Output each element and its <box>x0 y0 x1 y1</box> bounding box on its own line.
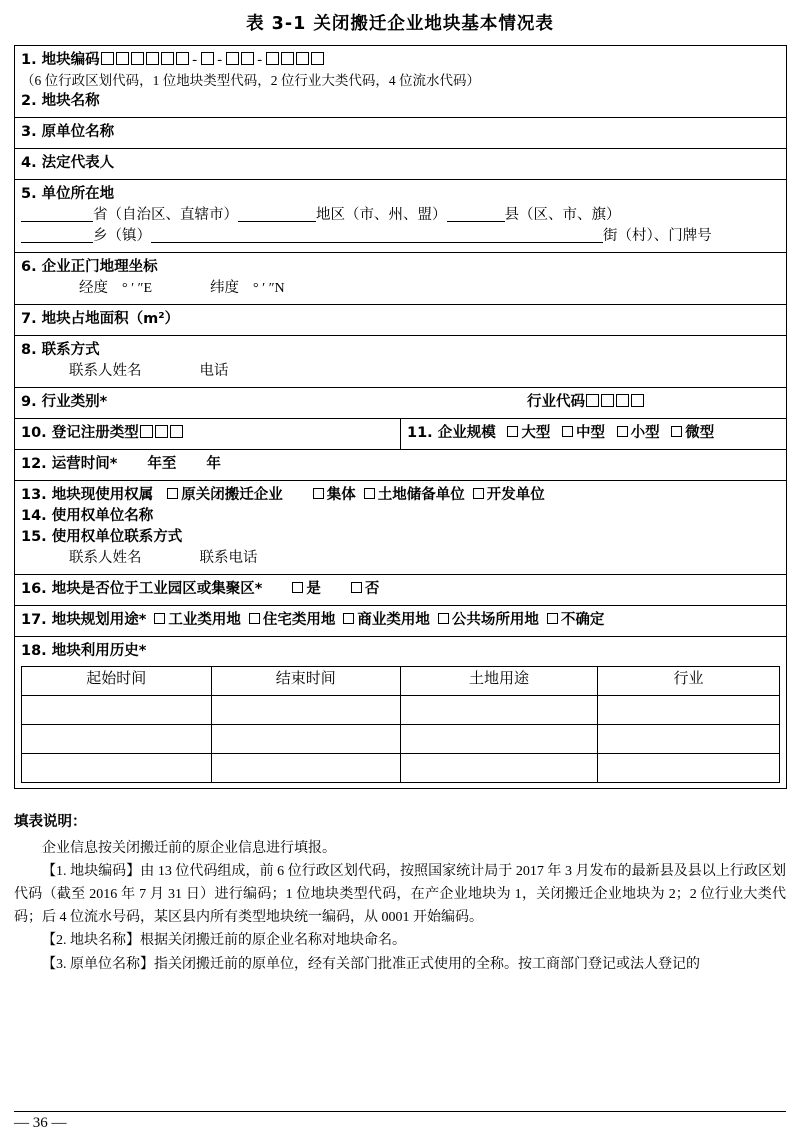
operation-period-to[interactable]: 年 <box>206 456 221 473</box>
longitude-units[interactable]: ° ′ ″E <box>122 280 153 296</box>
cell-land-use-history <box>15 637 787 789</box>
label-rights-unit-name: 14. 使用权单位名称 <box>21 508 154 525</box>
label-plot-code: 1. 地块编码 <box>21 52 100 68</box>
label-plot-name: 2. 地块名称 <box>21 92 100 109</box>
option-scale-medium: 中型 <box>575 425 605 442</box>
registration-code-box[interactable] <box>155 425 168 438</box>
table-row <box>22 754 780 783</box>
checkbox-scale-large[interactable] <box>507 426 518 437</box>
coordinates-inputs <box>21 278 780 299</box>
label-usage-rights: 13. 地块现使用权属 原关闭搬迁企业 集体 土地储备单位 开发单位 <box>21 487 545 504</box>
table-row-planned-use <box>15 606 787 637</box>
rights-contact-phone-label: 联系电话 <box>199 550 258 567</box>
cell-original-unit <box>15 117 787 148</box>
checkbox-rights-collective[interactable] <box>313 488 324 499</box>
table-row-industry-category <box>15 388 787 419</box>
history-header-start: 起始时间 <box>22 667 212 696</box>
cell-plot-code <box>15 46 787 118</box>
label-industry-category: 9. 行业类别* <box>21 394 108 411</box>
cell-in-industrial-park <box>15 575 787 606</box>
industry-code-group <box>527 392 780 413</box>
option-scale-large: 大型 <box>521 425 551 442</box>
cell-industry-category <box>15 388 787 419</box>
history-header-industry: 行业 <box>598 667 780 696</box>
code-dash: - <box>192 52 198 68</box>
code-box[interactable] <box>241 52 254 65</box>
label-contact: 8. 联系方式 <box>21 342 100 358</box>
cell-usage-rights <box>15 481 787 575</box>
page-title: 表 3-1 关闭搬迁企业地块基本情况表 <box>246 14 554 34</box>
history-cell-end[interactable] <box>211 725 401 754</box>
cell-enterprise-scale <box>401 419 787 450</box>
industry-code-box[interactable] <box>586 394 599 407</box>
checkbox-scale-micro[interactable] <box>671 426 682 437</box>
history-cell-use[interactable] <box>401 725 598 754</box>
checkbox-use-industrial[interactable] <box>154 613 165 624</box>
cell-planned-use <box>15 606 787 637</box>
history-cell-use[interactable] <box>401 754 598 783</box>
history-cell-industry[interactable] <box>598 725 780 754</box>
industry-category-flex <box>21 392 780 413</box>
table-row-usage-rights <box>15 481 787 575</box>
table-row-original-unit <box>15 117 787 148</box>
option-scale-micro: 微型 <box>685 425 715 442</box>
label-land-use-history: 18. 地块利用历史* <box>21 643 147 660</box>
option-rights-original: 原关闭搬迁企业 <box>181 487 283 504</box>
label-coordinates: 6. 企业正门地理坐标 <box>21 258 158 275</box>
industry-code-box[interactable] <box>631 394 644 407</box>
option-use-undetermined: 不确定 <box>560 612 605 629</box>
code-box[interactable] <box>101 52 114 65</box>
basic-info-form <box>14 45 787 789</box>
instructions-title: 填表说明： <box>14 814 87 831</box>
option-rights-collective: 集体 <box>326 487 356 504</box>
label-operation-period: 12. 运营时间* <box>21 456 118 473</box>
longitude-label: 经度 <box>79 279 108 296</box>
label-original-unit: 3. 原单位名称 <box>21 123 115 140</box>
option-rights-reserve: 土地储备单位 <box>377 487 465 504</box>
table-row-location <box>15 179 787 252</box>
checkbox-park-yes[interactable] <box>292 582 303 593</box>
history-cell-industry[interactable] <box>598 696 780 725</box>
checkbox-rights-developer[interactable] <box>473 488 484 499</box>
code-dash: - <box>217 52 223 68</box>
industry-code-box[interactable] <box>601 394 614 407</box>
cell-legal-rep <box>15 148 787 179</box>
land-use-history-table <box>21 666 780 783</box>
footer-divider <box>14 1111 786 1112</box>
table-row-in-industrial-park <box>15 575 787 606</box>
note-plot-code: （6 位行政区划代码，1 位地块类型代码，2 位行业大类代码，4 位流水代码） <box>21 73 480 89</box>
rights-unit-contact-inputs <box>21 548 780 569</box>
contact-phone-label: 电话 <box>199 363 229 380</box>
option-park-no: 否 <box>364 581 380 598</box>
code-box[interactable] <box>266 52 279 65</box>
table-row-operation-period <box>15 450 787 481</box>
table-row-plot-code <box>15 46 787 118</box>
checkbox-rights-original[interactable] <box>167 488 178 499</box>
checkbox-use-undetermined[interactable] <box>547 613 558 624</box>
checkbox-use-commercial[interactable] <box>343 613 354 624</box>
page-footer <box>0 1111 800 1132</box>
table-row-coordinates <box>15 252 787 304</box>
history-header-end: 结束时间 <box>211 667 401 696</box>
history-cell-industry[interactable] <box>598 754 780 783</box>
label-area: 7. 地块占地面积（m²） <box>21 310 180 327</box>
option-rights-developer: 开发单位 <box>486 487 545 504</box>
checkbox-rights-reserve[interactable] <box>364 488 375 499</box>
registration-code-box[interactable] <box>140 425 153 438</box>
code-box[interactable] <box>131 52 144 65</box>
location-county-input[interactable] <box>447 206 505 222</box>
label-legal-rep: 4. 法定代表人 <box>21 154 115 171</box>
cell-registration-type <box>15 419 401 450</box>
table-row-registration-and-scale <box>15 419 787 450</box>
industry-code-box[interactable] <box>616 394 629 407</box>
code-box[interactable] <box>201 52 214 65</box>
location-county-label: 县（区、市、旗） <box>504 206 621 223</box>
operation-period-from[interactable]: 年至 <box>147 456 177 473</box>
cell-contact <box>15 336 787 388</box>
history-cell-start[interactable] <box>22 725 212 754</box>
location-province-input[interactable] <box>21 206 93 222</box>
checkbox-use-residential[interactable] <box>249 613 260 624</box>
rights-contact-name-label: 联系人姓名 <box>69 550 142 567</box>
history-cell-end[interactable] <box>211 754 401 783</box>
code-box[interactable] <box>176 52 189 65</box>
label-enterprise-scale: 11. 企业规模 <box>407 425 496 442</box>
cell-coordinates <box>15 252 787 304</box>
code-box[interactable] <box>311 52 324 65</box>
history-header-row <box>22 667 780 696</box>
instructions-paragraph: 【2. 地块名称】根据关闭搬迁前的原企业名称对地块命名。 <box>42 933 406 949</box>
history-header-use: 土地用途 <box>401 667 598 696</box>
location-street-label: 街（村）、门牌号 <box>603 227 712 244</box>
cell-area <box>15 304 787 335</box>
instructions-paragraph: 【3. 原单位名称】指关闭搬迁前的原单位，经有关部门批准正式使用的全称。按工商部门登记或法人登记的 <box>42 957 700 973</box>
table-row-area <box>15 304 787 335</box>
latitude-units[interactable]: ° ′ ″N <box>253 280 285 296</box>
option-use-commercial: 商业类用地 <box>357 612 430 629</box>
page-number: — 36 — <box>14 1115 67 1131</box>
instructions-paragraph: 企业信息按关闭搬迁前的原企业信息进行填报。 <box>42 840 336 856</box>
registration-code-box[interactable] <box>170 425 183 438</box>
table-row <box>22 696 780 725</box>
location-line-2 <box>21 226 780 247</box>
location-prefecture-label: 地区（市、州、盟） <box>316 206 447 223</box>
option-use-residential: 住宅类用地 <box>262 612 336 629</box>
history-cell-use[interactable] <box>401 696 598 725</box>
code-box[interactable] <box>296 52 309 65</box>
label-industry-code: 行业代码 <box>527 394 585 411</box>
label-registration-type: 10. 登记注册类型 <box>21 425 139 442</box>
checkbox-scale-medium[interactable] <box>562 426 573 437</box>
code-box[interactable] <box>161 52 174 65</box>
history-cell-end[interactable] <box>211 696 401 725</box>
form-instructions <box>14 811 786 977</box>
contact-inputs <box>21 361 780 382</box>
code-dash: - <box>257 52 263 68</box>
label-location: 5. 单位所在地 <box>21 185 115 202</box>
label-planned-use: 17. 地块规划用途* <box>21 612 147 629</box>
history-cell-start[interactable] <box>22 754 212 783</box>
label-in-industrial-park: 16. 地块是否位于工业园区或集聚区* <box>21 581 263 598</box>
cell-location <box>15 179 787 252</box>
option-use-industrial: 工业类用地 <box>168 612 241 629</box>
table-row-contact <box>15 336 787 388</box>
location-prefecture-input[interactable] <box>238 206 316 222</box>
table-row-land-use-history <box>15 637 787 789</box>
code-box[interactable] <box>281 52 294 65</box>
table-row <box>22 725 780 754</box>
label-rights-unit-contact: 15. 使用权单位联系方式 <box>21 529 183 546</box>
checkbox-scale-small[interactable] <box>617 426 628 437</box>
option-scale-small: 小型 <box>630 425 660 442</box>
checkbox-use-public[interactable] <box>438 613 449 624</box>
code-box[interactable] <box>146 52 159 65</box>
latitude-label: 纬度 <box>210 279 240 296</box>
location-township-input[interactable] <box>21 227 93 243</box>
instructions-paragraph: 【1. 地块编码】由 13 位代码组成，前 6 位行政区划代码，按照国家统计局于 2017 年 3 月发布的最新县及县以上行政区划代码（截至 2016 年 7 月 31 日）进行编码；1 位地块类型代码，在产企业地块为 1，关闭搬迁企业地块为 2；2 位行业大类代码；后 4 位流水号码，某区县内所有类型地块统一编码，从 0001 开始编码。 <box>14 864 786 925</box>
option-park-yes: 是 <box>306 581 321 598</box>
cell-operation-period <box>15 450 787 481</box>
contact-name-label: 联系人姓名 <box>69 363 142 380</box>
table-row-legal-rep <box>15 148 787 179</box>
location-line-1 <box>21 205 780 226</box>
location-province-label: 省（自治区、直辖市） <box>93 206 238 223</box>
code-box[interactable] <box>116 52 129 65</box>
option-use-public: 公共场所用地 <box>451 612 539 629</box>
code-box[interactable] <box>226 52 239 65</box>
location-township-label: 乡（镇） <box>93 227 151 244</box>
checkbox-park-no[interactable] <box>351 582 362 593</box>
history-cell-start[interactable] <box>22 696 212 725</box>
location-street-input[interactable] <box>151 227 603 243</box>
